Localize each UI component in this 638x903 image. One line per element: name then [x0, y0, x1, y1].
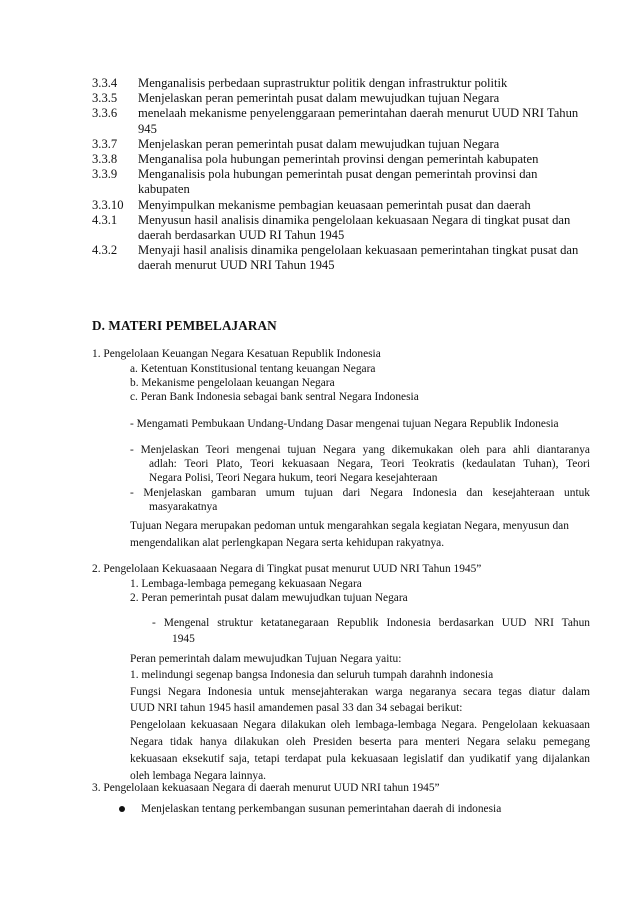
objective-item [92, 167, 592, 197]
objective-text-cont: daerah berdasarkan UUD RI Tahun 1945 [138, 228, 345, 243]
objective-item [92, 198, 592, 213]
activity-item: - Mengamati Pembukaan Undang-Undang Dasar mengenai tujuan Negara Republik Indonesia [130, 418, 559, 430]
activity-item-cont: Negara Polisi, Teori Negara hukum, teori Negara kesejahteraan [149, 472, 438, 484]
objective-number: 3.3.5 [92, 91, 118, 106]
objective-text-cont: 945 [138, 121, 157, 136]
section-2-heading: 2. Pengelolaan Kekuasaaan Negara di Tingkat pusat menurut UUD NRI Tahun 1945” [92, 563, 482, 575]
objective-number: 4.3.2 [92, 243, 118, 258]
activity-item: - Mengenal struktur ketatanegaraan Republik Indonesia berdasarkan UUD NRI Tahun [152, 617, 590, 629]
objective-text: Menjelaskan peran pemerintah pusat dalam mewujudkan tujuan Negara [138, 136, 500, 151]
objective-number: 3.3.6 [92, 106, 118, 121]
section-title: D. MATERI PEMBELAJARAN [92, 318, 277, 333]
activity-item: - Menjelaskan gambaran umum tujuan dari Negara Indonesia dan kesejahteraan untuk [130, 487, 590, 499]
bullet-item: Menjelaskan tentang perkembangan susunan pemerintahan daerah di indonesia [141, 803, 502, 815]
objective-text: Menjelaskan peran pemerintah pusat dalam mewujudkan tujuan Negara [138, 91, 500, 106]
activity-item-cont: adlah: Teori Plato, Teori kekuasaan Negara, Teori Teokratis (kedaulatan Tuhan), Teori [149, 458, 590, 470]
paragraph: 1. melindungi segenap bangsa Indonesia dan seluruh tumpah darahnh indonesia [130, 669, 494, 681]
paragraph-cont: mengendalikan alat perlengkapan Negara serta kehidupan rakyatnya. [130, 537, 445, 549]
objective-text: Menyaji hasil analisis dinamika pengelolaan kekuasaan pemerintahan tingkat pusat dan [138, 243, 579, 258]
objective-item [92, 243, 592, 273]
objective-number: 3.3.8 [92, 152, 118, 167]
activity-item: - Menjelaskan Teori mengenai tujuan Negara yang dikemukakan oleh para ahli diantaranya [130, 444, 590, 456]
objective-text: Menyusun hasil analisis dinamika pengelolaan kekuasaan Negara di tingkat pusat dan [138, 212, 571, 227]
section-2-sub-1: 1. Lembaga-lembaga pemegang kekuasaan Negara [130, 578, 362, 590]
objective-item [92, 91, 592, 106]
paragraph-cont: UUD NRI tahun 1945 hasil amandemen pasal 33 dan 34 sebagai berikut: [130, 702, 463, 714]
objective-text: menelaah mekanisme penyelenggaraan pemerintahan daerah menurut UUD NRI Tahun [138, 106, 579, 121]
paragraph-cont: kekuasaan eksekutif saja, tetapi terdapat pula kekuasaan legislatif dan yudikatif yang dijalankan [130, 753, 590, 765]
objective-item [92, 106, 592, 136]
objective-text-cont: daerah menurut UUD NRI Tahun 1945 [138, 258, 335, 273]
paragraph: Peran pemerintah dalam mewujudkan Tujuan Negara yaitu: [130, 653, 402, 665]
section-2-sub-2: 2. Peran pemerintah pusat dalam mewujudkan tujuan Negara [130, 592, 408, 604]
objective-number: 3.3.9 [92, 167, 118, 182]
objective-text: Menyimpulkan mekanisme pembagian keuasaan pemerintah pusat dan daerah [138, 197, 531, 212]
objective-number: 4.3.1 [92, 212, 118, 227]
paragraph: Tujuan Negara merupakan pedoman untuk mengarahkan segala kegiatan Negara, menyusun dan [130, 520, 569, 532]
objective-text: Menganalisis perbedaan suprastruktur politik dengan infrastruktur politik [138, 76, 508, 90]
objectives-list [92, 76, 592, 274]
objective-number: 3.3.4 [92, 76, 118, 90]
paragraph: Fungsi Negara Indonesia untuk mensejahterakan warga negaranya secara tegas diatur dalam [130, 686, 590, 698]
objective-item [92, 152, 592, 167]
section-3-heading: 3. Pengelolaan kekuasaan Negara di daerah menurut UUD NRI tahun 1945” [92, 782, 440, 794]
objective-number: 3.3.7 [92, 136, 118, 151]
objective-item [92, 137, 592, 152]
bullet-icon [119, 806, 125, 812]
paragraph-cont: oleh lembaga Negara lainnya. [130, 770, 266, 782]
objective-text: Menganalisa pola hubungan pemerintah provinsi dengan pemerintah kabupaten [138, 152, 539, 167]
objective-item [92, 76, 592, 91]
objective-text: Menganalisis pola hubungan pemerintah pusat dengan pemerintah provinsi dan [138, 167, 538, 182]
paragraph: Pengelolaan kekuasaan Negara dilakukan oleh lembaga-lembaga Negara. Pengelolaan kekuasaan [130, 719, 590, 731]
objective-number: 3.3.10 [92, 197, 124, 212]
section-1-sub-a: a. Ketentuan Konstitusional tentang keuangan Negara [130, 363, 376, 375]
section-1-heading: 1. Pengelolaan Keuangan Negara Kesatuan Republik Indonesia [92, 348, 381, 360]
paragraph-cont: Negara tidak hanya dilakukan oleh Presiden beserta para menteri Negara selaku pemegang [130, 736, 590, 748]
objective-item [92, 213, 592, 243]
section-1-sub-b: b. Mekanisme pengelolaan keuangan Negara [130, 377, 335, 389]
activity-item-cont: 1945 [172, 633, 195, 645]
activity-item-cont: masyarakatnya [149, 501, 218, 513]
section-1-sub-c: c. Peran Bank Indonesia sebagai bank sentral Negara Indonesia [130, 391, 419, 403]
objective-text-cont: kabupaten [138, 182, 190, 197]
